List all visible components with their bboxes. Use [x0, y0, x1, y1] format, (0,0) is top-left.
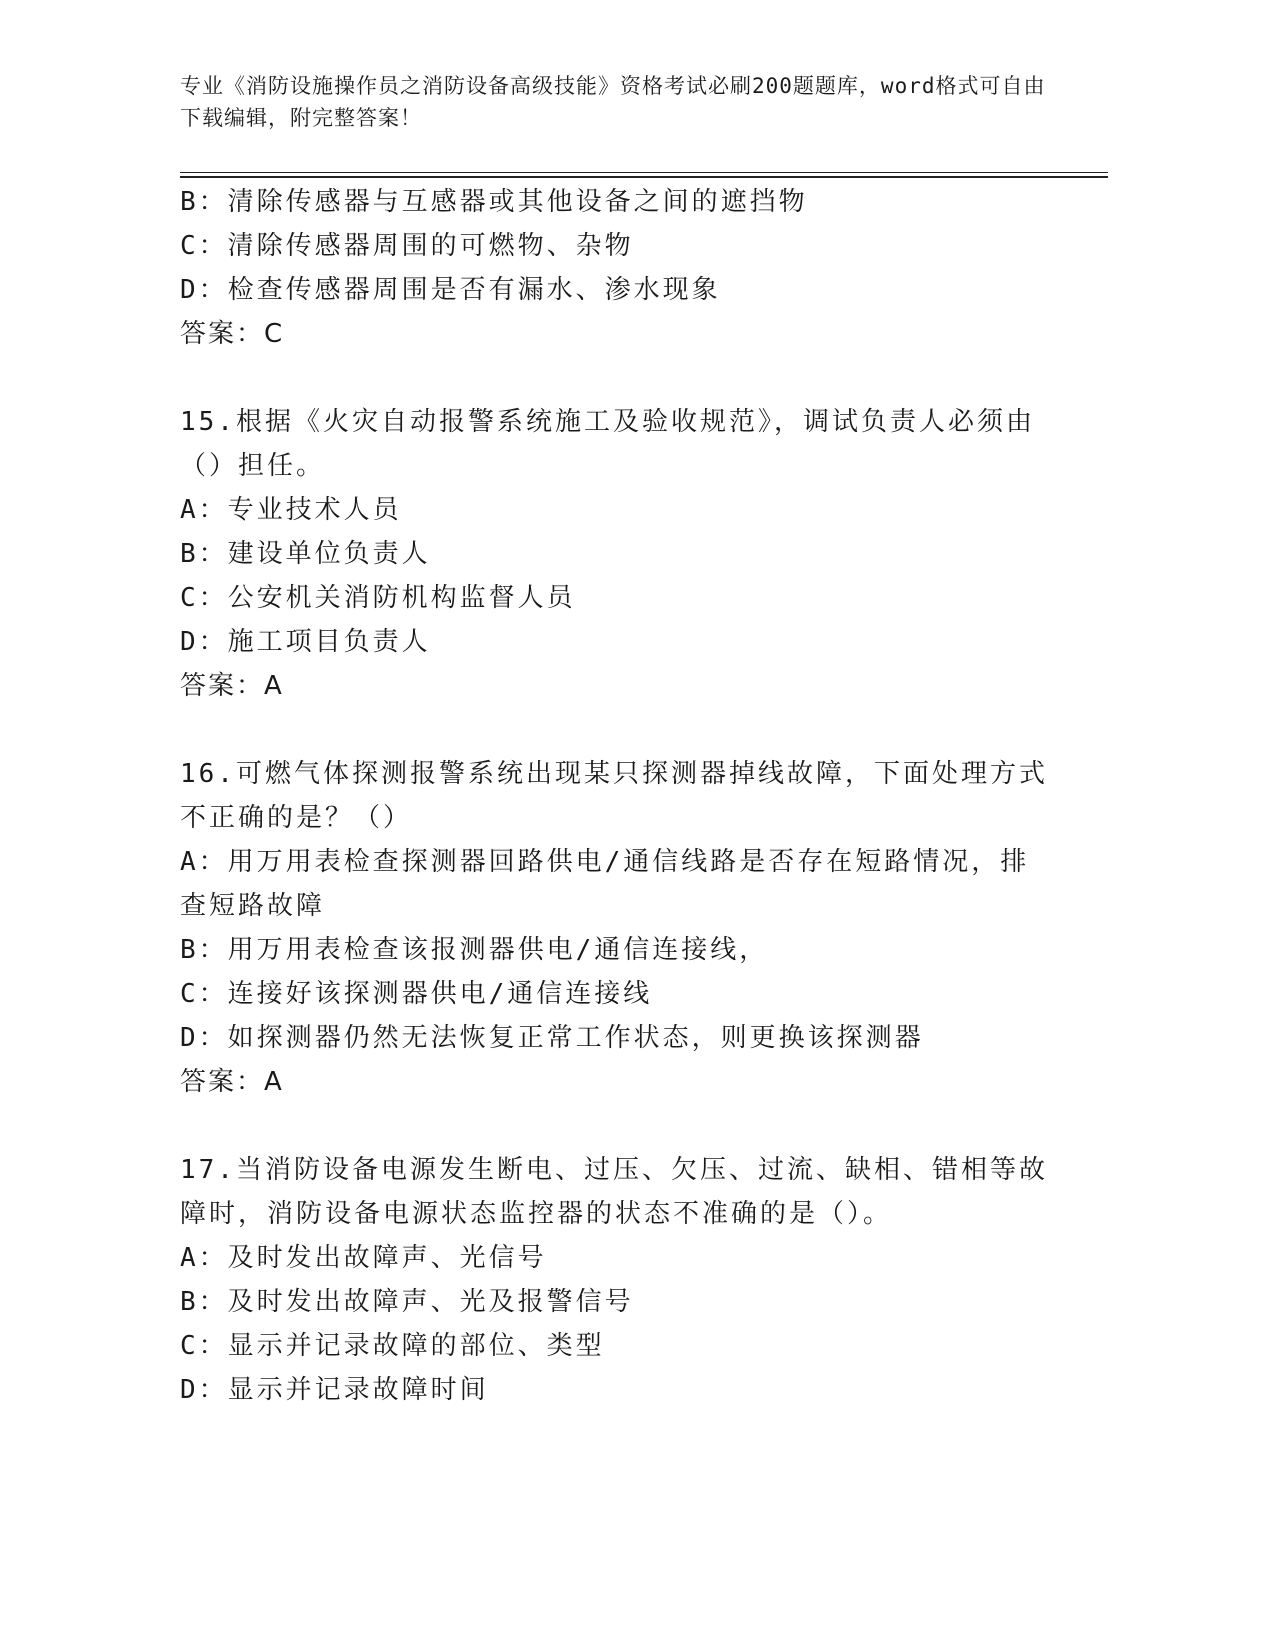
question-text: 17.当消防设备电源发生断电、过压、欠压、过流、缺相、错相等故障时，消防设备电源状态监控器的状态不准确的是（）。: [180, 1155, 1048, 1229]
header-divider-thin: [180, 172, 1108, 173]
answer-line: 答案：A: [180, 1067, 284, 1097]
header-title: 专业《消防设施操作员之消防设备高级技能》资格考试必刷200题题库，word格式可自由下载编辑，附完整答案！: [180, 74, 1046, 130]
answer-line: 答案：A: [180, 671, 284, 701]
option-a: A：专业技术人员: [180, 495, 402, 525]
option-b: B：用万用表检查该报测器供电/通信连接线，: [180, 935, 769, 965]
option-a: A：用万用表检查探测器回路供电/通信线路是否存在短路情况，排查短路故障: [180, 847, 1030, 921]
option-d: D：施工项目负责人: [180, 627, 431, 657]
question-text: 15.根据《火灾自动报警系统施工及验收规范》，调试负责人必须由（）担任。: [180, 407, 1035, 481]
option-b: B：清除传感器与互感器或其他设备之间的遮挡物: [180, 187, 808, 217]
option-a: A：及时发出故障声、光信号: [180, 1243, 547, 1273]
question-15: [180, 400, 1050, 708]
option-d: D：显示并记录故障时间: [180, 1375, 489, 1405]
option-c: C：清除传感器周围的可燃物、杂物: [180, 231, 634, 261]
question-16: [180, 752, 1050, 1104]
document-body: [180, 180, 1050, 1412]
continued-question-block: [180, 180, 1050, 356]
option-c: C：连接好该探测器供电/通信连接线: [180, 979, 653, 1009]
document-header: [180, 70, 1060, 134]
option-b: B：及时发出故障声、光及报警信号: [180, 1287, 634, 1317]
option-c: C：公安机关消防机构监督人员: [180, 583, 576, 613]
answer-line: 答案：C: [180, 319, 285, 349]
option-c: C：显示并记录故障的部位、类型: [180, 1331, 605, 1361]
option-d: D：检查传感器周围是否有漏水、渗水现象: [180, 275, 721, 305]
question-17: [180, 1148, 1050, 1412]
header-divider-thick: [180, 176, 1108, 178]
question-text: 16.可燃气体探测报警系统出现某只探测器掉线故障，下面处理方式不正确的是？（）: [180, 759, 1048, 833]
option-b: B：建设单位负责人: [180, 539, 431, 569]
option-d: D：如探测器仍然无法恢复正常工作状态，则更换该探测器: [180, 1023, 924, 1053]
